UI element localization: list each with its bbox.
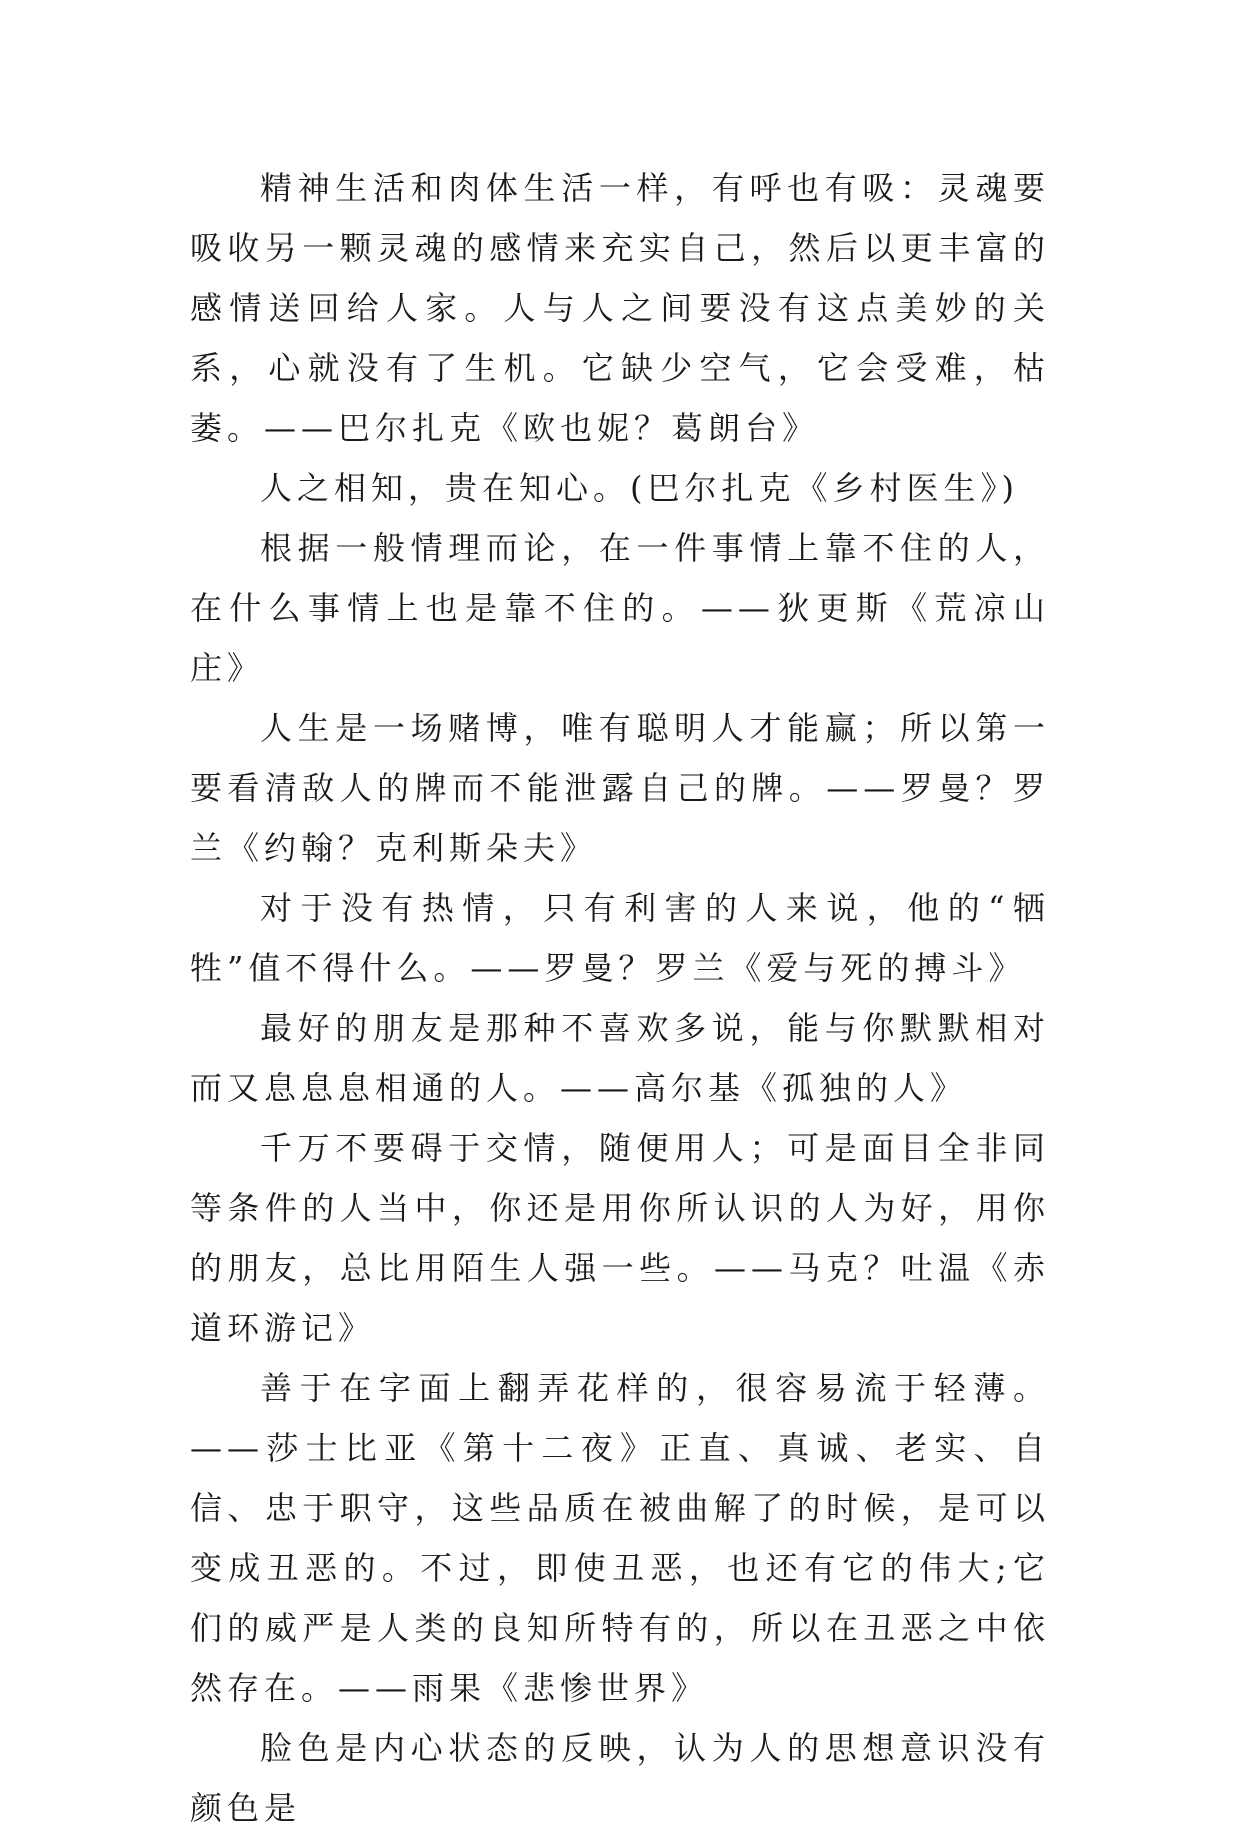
paragraph-4: 人生是一场赌博，唯有聪明人才能赢；所以第一要看清敌人的牌而不能泄露自己的牌。——罗曼？罗兰《约翰？克利斯朵夫》 (190, 709, 1050, 867)
paragraph-2: 人之相知，贵在知心。(巴尔扎克《乡村医生》) (260, 469, 1019, 507)
document-body (190, 158, 1050, 1838)
paragraph-6: 最好的朋友是那种不喜欢多说，能与你默默相对而又息息息相通的人。——高尔基《孤独的人》 (190, 1009, 1050, 1107)
paragraph-5: 对于没有热情，只有利害的人来说，他的“牺牲”值不得什么。——罗曼？罗兰《爱与死的搏斗》 (190, 889, 1050, 987)
paragraph-8: 善于在字面上翻弄花样的，很容易流于轻薄。——莎士比亚《第十二夜》正直、真诚、老实、自信、忠于职守，这些品质在被曲解了的时候，是可以变成丑恶的。不过，即使丑恶，也还有它的伟大;它们的威严是人类的良知所特有的，所以在丑恶之中依然存在。——雨果《悲惨世界》 (190, 1369, 1050, 1707)
paragraph-3: 根据一般情理而论，在一件事情上靠不住的人，在什么事情上也是靠不住的。——狄更斯《荒凉山庄》 (190, 529, 1050, 687)
paragraph-1: 精神生活和肉体生活一样，有呼也有吸：灵魂要吸收另一颗灵魂的感情来充实自己，然后以更丰富的感情送回给人家。人与人之间要没有这点美妙的关系，心就没有了生机。它缺少空气，它会受难，枯萎。——巴尔扎克《欧也妮？葛朗台》 (190, 169, 1050, 447)
paragraph-7: 千万不要碍于交情，随便用人；可是面目全非同等条件的人当中，你还是用你所认识的人为好，用你的朋友，总比用陌生人强一些。——马克？吐温《赤道环游记》 (190, 1129, 1050, 1347)
paragraph-9: 脸色是内心状态的反映，认为人的思想意识没有颜色是 (190, 1729, 1050, 1827)
